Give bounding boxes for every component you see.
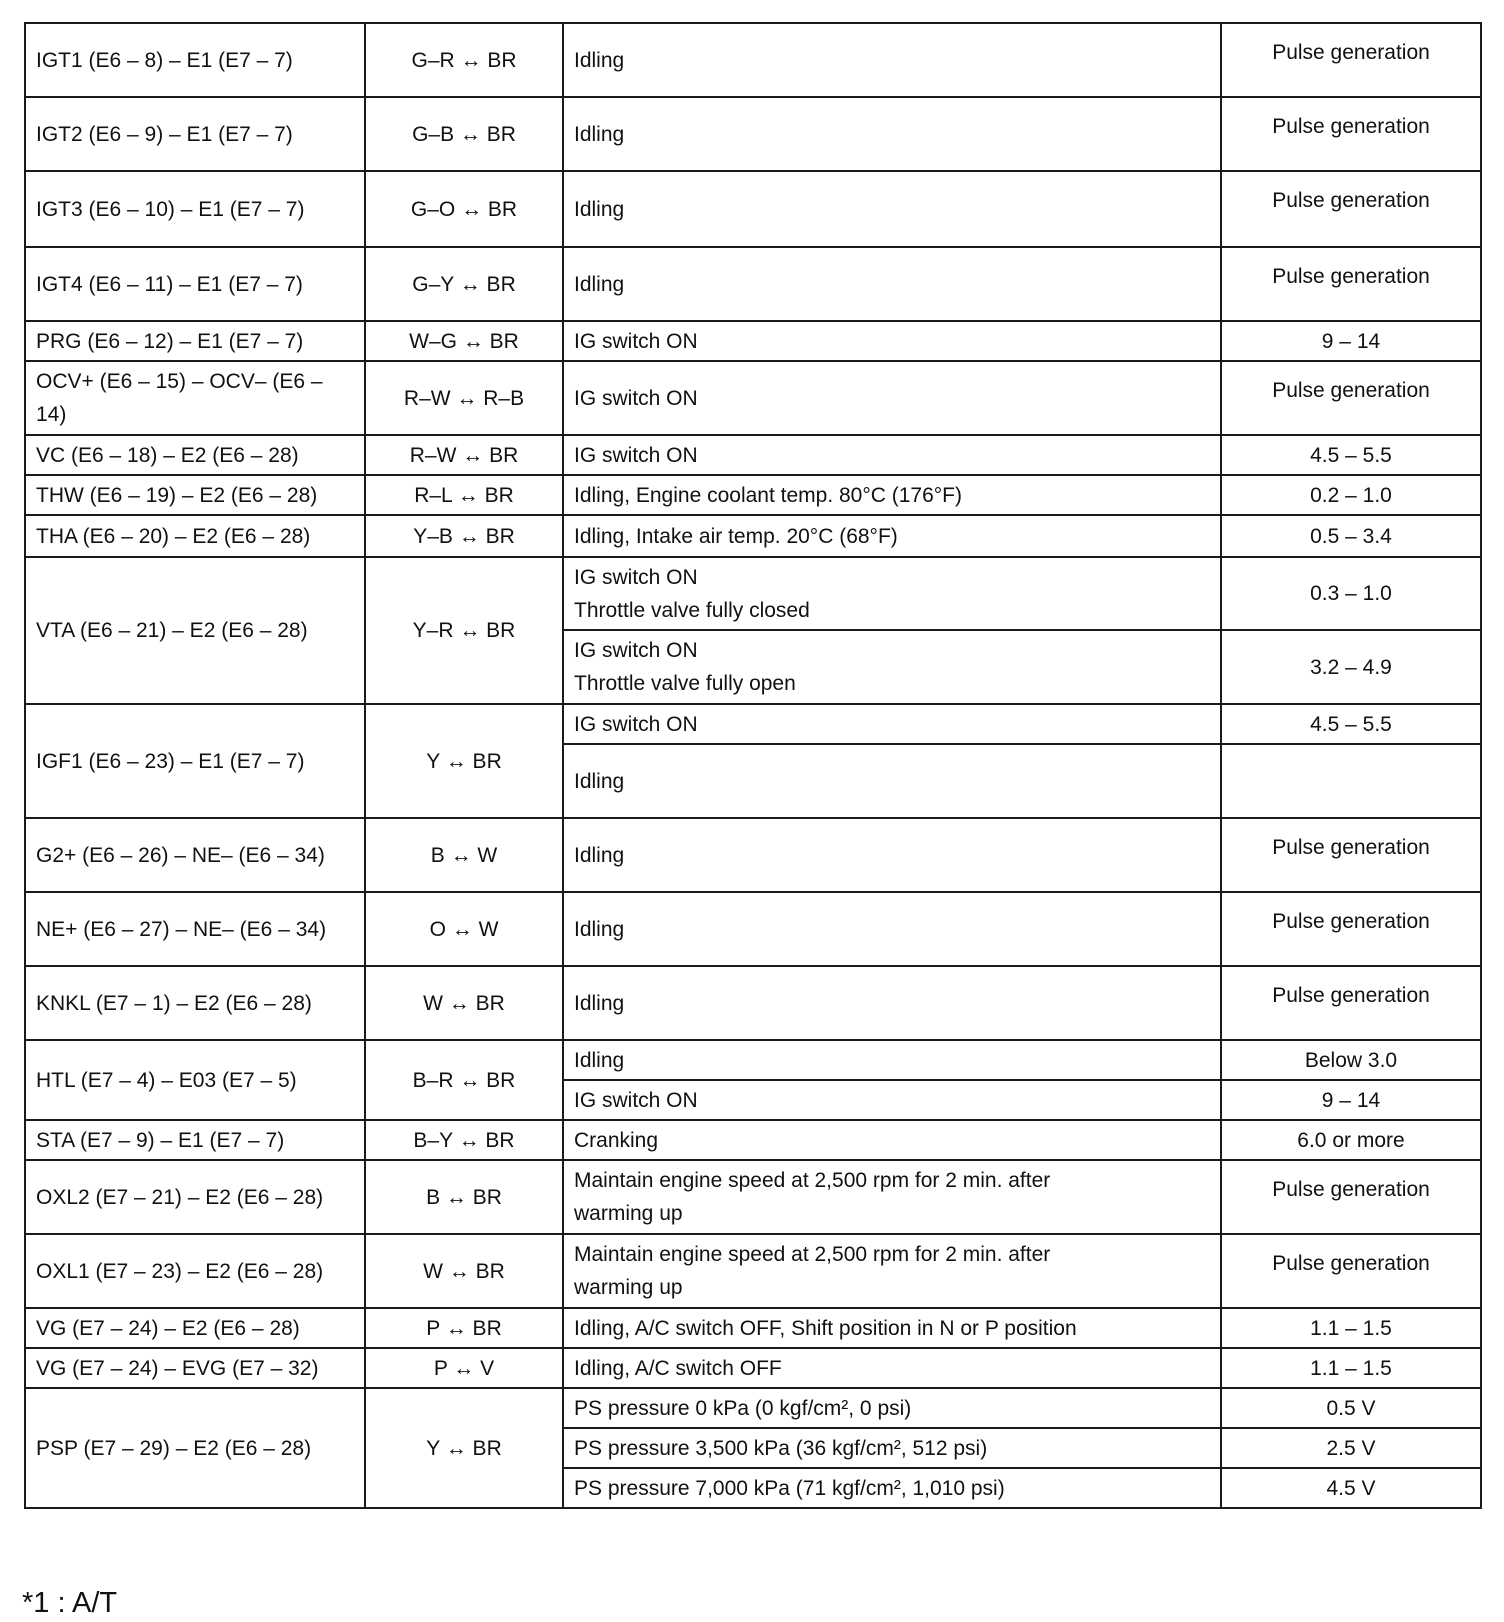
table-row: [25, 515, 1481, 557]
wiring-color-cell: Y–B ↔ BR: [365, 515, 563, 557]
table-row: [25, 966, 1481, 1040]
specified-condition-cell: Pulse generation: [1221, 1234, 1481, 1308]
specified-condition-cell: 3.2 – 4.9: [1221, 630, 1481, 704]
table-row: [25, 1040, 1481, 1080]
wiring-color-cell: Y–R ↔ BR: [365, 557, 563, 704]
condition-cell: [563, 23, 1221, 97]
wiring-color-cell: G–O ↔ BR: [365, 171, 563, 247]
wiring-color-cell: G–B ↔ BR: [365, 97, 563, 171]
condition-line: Idling: [574, 272, 625, 296]
condition-line: Idling, Engine coolant temp. 80°C (176°F): [574, 483, 963, 507]
wiring-color-cell: W ↔ BR: [365, 1234, 563, 1308]
condition-cell: [563, 744, 1221, 818]
condition-line: warming up: [574, 1276, 683, 1299]
specified-condition-cell: Pulse generation: [1221, 892, 1481, 966]
table-row: [25, 557, 1481, 630]
terminal-cell: OXL2 (E7 – 21) – E2 (E6 – 28): [25, 1160, 365, 1234]
condition-line: IG switch ON: [574, 639, 698, 662]
wiring-color-cell: B–Y ↔ BR: [365, 1120, 563, 1160]
specified-condition-cell: Pulse generation: [1221, 966, 1481, 1040]
condition-cell: [563, 321, 1221, 361]
terminal-cell: IGT4 (E6 – 11) – E1 (E7 – 7): [25, 247, 365, 321]
table-row: [25, 435, 1481, 475]
condition-line: Idling, Intake air temp. 20°C (68°F): [574, 524, 898, 548]
condition-cell: [563, 1234, 1221, 1308]
terminal-cell: HTL (E7 – 4) – E03 (E7 – 5): [25, 1040, 365, 1120]
specified-condition-cell: Below 3.0: [1221, 1040, 1481, 1080]
condition-cell: [563, 630, 1221, 704]
specified-condition-cell: Pulse generation: [1221, 818, 1481, 892]
condition-line: Idling: [574, 122, 625, 146]
condition-cell: [563, 247, 1221, 321]
condition-line: Idling: [574, 769, 625, 793]
terminal-cell: VG (E7 – 24) – E2 (E6 – 28): [25, 1308, 365, 1348]
table-row: [25, 1160, 1481, 1234]
terminal-cell: VC (E6 – 18) – E2 (E6 – 28): [25, 435, 365, 475]
wiring-color-cell: R–W ↔ R–B: [365, 361, 563, 435]
terminal-cell: OCV+ (E6 – 15) – OCV– (E6 – 14): [25, 361, 365, 435]
specified-condition-cell: Pulse generation: [1221, 247, 1481, 321]
condition-line: IG switch ON: [574, 386, 698, 410]
terminal-cell: STA (E7 – 9) – E1 (E7 – 7): [25, 1120, 365, 1160]
condition-cell: [563, 361, 1221, 435]
condition-line: Maintain engine speed at 2,500 rpm for 2 min. after: [574, 1169, 1051, 1192]
condition-cell: [563, 97, 1221, 171]
terminal-cell: PRG (E6 – 12) – E1 (E7 – 7): [25, 321, 365, 361]
condition-line: Idling: [574, 1048, 625, 1072]
condition-cell: [563, 966, 1221, 1040]
table-row: [25, 23, 1481, 97]
specified-condition-cell: 9 – 14: [1221, 321, 1481, 361]
condition-cell: [563, 892, 1221, 966]
condition-line: Maintain engine speed at 2,500 rpm for 2 min. after: [574, 1243, 1051, 1266]
wiring-color-cell: O ↔ W: [365, 892, 563, 966]
table-row: [25, 1120, 1481, 1160]
terminal-cell: IGT3 (E6 – 10) – E1 (E7 – 7): [25, 171, 365, 247]
specified-condition-cell: Pulse generation: [1221, 361, 1481, 435]
condition-cell: [563, 475, 1221, 515]
specified-condition-cell: 4.5 – 5.5: [1221, 435, 1481, 475]
table-row: [25, 361, 1481, 435]
wiring-color-cell: P ↔ V: [365, 1348, 563, 1388]
terminal-cell: NE+ (E6 – 27) – NE– (E6 – 34): [25, 892, 365, 966]
table-row: [25, 171, 1481, 247]
wiring-color-cell: B ↔ BR: [365, 1160, 563, 1234]
condition-cell: [563, 557, 1221, 630]
condition-line: Idling, A/C switch OFF: [574, 1356, 782, 1380]
terminal-cell: IGT1 (E6 – 8) – E1 (E7 – 7): [25, 23, 365, 97]
condition-line: Throttle valve fully open: [574, 672, 796, 695]
specified-condition-cell: 6.0 or more: [1221, 1120, 1481, 1160]
specified-condition-cell: 2.5 V: [1221, 1428, 1481, 1468]
wiring-color-cell: R–W ↔ BR: [365, 435, 563, 475]
table-row: [25, 1348, 1481, 1388]
terminal-inspection-table: [24, 22, 1482, 1509]
terminal-cell: G2+ (E6 – 26) – NE– (E6 – 34): [25, 818, 365, 892]
condition-cell: [563, 1308, 1221, 1348]
table-row: [25, 1308, 1481, 1348]
condition-cell: [563, 704, 1221, 744]
specified-condition-cell: 0.2 – 1.0: [1221, 475, 1481, 515]
condition-line: Cranking: [574, 1128, 659, 1152]
terminal-cell: THA (E6 – 20) – E2 (E6 – 28): [25, 515, 365, 557]
wiring-color-cell: B–R ↔ BR: [365, 1040, 563, 1120]
terminal-cell: IGF1 (E6 – 23) – E1 (E7 – 7): [25, 704, 365, 818]
wiring-color-cell: B ↔ W: [365, 818, 563, 892]
terminal-cell: VG (E7 – 24) – EVG (E7 – 32): [25, 1348, 365, 1388]
condition-line: Idling: [574, 917, 625, 941]
specified-condition-cell: 0.5 V: [1221, 1388, 1481, 1428]
table-row: [25, 892, 1481, 966]
terminal-cell: KNKL (E7 – 1) – E2 (E6 – 28): [25, 966, 365, 1040]
wiring-color-cell: G–R ↔ BR: [365, 23, 563, 97]
condition-line: warming up: [574, 1202, 683, 1225]
condition-line: Idling, A/C switch OFF, Shift position in N or P position: [574, 1316, 1077, 1340]
specified-condition-cell: 0.3 – 1.0: [1221, 557, 1481, 630]
terminal-cell: VTA (E6 – 21) – E2 (E6 – 28): [25, 557, 365, 704]
wiring-color-cell: W ↔ BR: [365, 966, 563, 1040]
specified-condition-cell: Pulse generation: [1221, 171, 1481, 247]
table-row: [25, 704, 1481, 744]
condition-line: IG switch ON: [574, 329, 698, 353]
specified-condition-cell: 9 – 14: [1221, 1080, 1481, 1120]
table-body: [25, 23, 1481, 1508]
condition-cell: [563, 171, 1221, 247]
specified-condition-cell: Pulse generation: [1221, 1160, 1481, 1234]
condition-line: Idling: [574, 843, 625, 867]
terminal-cell: PSP (E7 – 29) – E2 (E6 – 28): [25, 1388, 365, 1508]
condition-line: Throttle valve fully closed: [574, 598, 810, 622]
condition-cell: [563, 1040, 1221, 1080]
terminal-cell: IGT2 (E6 – 9) – E1 (E7 – 7): [25, 97, 365, 171]
table-row: [25, 818, 1481, 892]
wiring-color-cell: G–Y ↔ BR: [365, 247, 563, 321]
condition-line: IG switch ON: [574, 712, 698, 736]
condition-line: Idling: [574, 197, 625, 221]
wiring-color-cell: P ↔ BR: [365, 1308, 563, 1348]
table-row: [25, 1388, 1481, 1428]
condition-cell: [563, 1160, 1221, 1234]
condition-line: PS pressure 7,000 kPa (71 kgf/cm², 1,010 psi): [574, 1476, 1005, 1500]
condition-cell: [563, 1388, 1221, 1428]
table-row: [25, 1234, 1481, 1308]
wiring-color-cell: Y ↔ BR: [365, 1388, 563, 1508]
condition-cell: [563, 1348, 1221, 1388]
specified-condition-cell: 4.5 – 5.5: [1221, 704, 1481, 744]
terminal-cell: THW (E6 – 19) – E2 (E6 – 28): [25, 475, 365, 515]
condition-cell: [563, 435, 1221, 475]
condition-cell: [563, 1120, 1221, 1160]
specified-condition-cell: 1.1 – 1.5: [1221, 1308, 1481, 1348]
wiring-color-cell: R–L ↔ BR: [365, 475, 563, 515]
terminal-cell: OXL1 (E7 – 23) – E2 (E6 – 28): [25, 1234, 365, 1308]
footnote: *1 : A/T: [22, 1587, 118, 1619]
wiring-color-cell: W–G ↔ BR: [365, 321, 563, 361]
terminal-inspection-table-wrapper: [24, 22, 1480, 1509]
wiring-color-cell: Y ↔ BR: [365, 704, 563, 818]
table-row: [25, 475, 1481, 515]
table-row: [25, 247, 1481, 321]
specified-condition-cell: Pulse generation: [1221, 23, 1481, 97]
condition-cell: [563, 818, 1221, 892]
condition-line: IG switch ON: [574, 565, 698, 589]
condition-line: Idling: [574, 48, 625, 72]
table-row: [25, 321, 1481, 361]
specified-condition-cell: 4.5 V: [1221, 1468, 1481, 1508]
condition-line: Idling: [574, 991, 625, 1015]
condition-line: PS pressure 0 kPa (0 kgf/cm², 0 psi): [574, 1396, 912, 1420]
specified-condition-cell: 0.5 – 3.4: [1221, 515, 1481, 557]
specified-condition-cell: [1221, 744, 1481, 818]
condition-cell: [563, 1080, 1221, 1120]
specified-condition-cell: 1.1 – 1.5: [1221, 1348, 1481, 1388]
condition-line: IG switch ON: [574, 443, 698, 467]
condition-cell: [563, 515, 1221, 557]
condition-cell: [563, 1468, 1221, 1508]
condition-line: PS pressure 3,500 kPa (36 kgf/cm², 512 psi): [574, 1436, 988, 1460]
condition-cell: [563, 1428, 1221, 1468]
condition-line: IG switch ON: [574, 1088, 698, 1112]
table-row: [25, 97, 1481, 171]
specified-condition-cell: Pulse generation: [1221, 97, 1481, 171]
